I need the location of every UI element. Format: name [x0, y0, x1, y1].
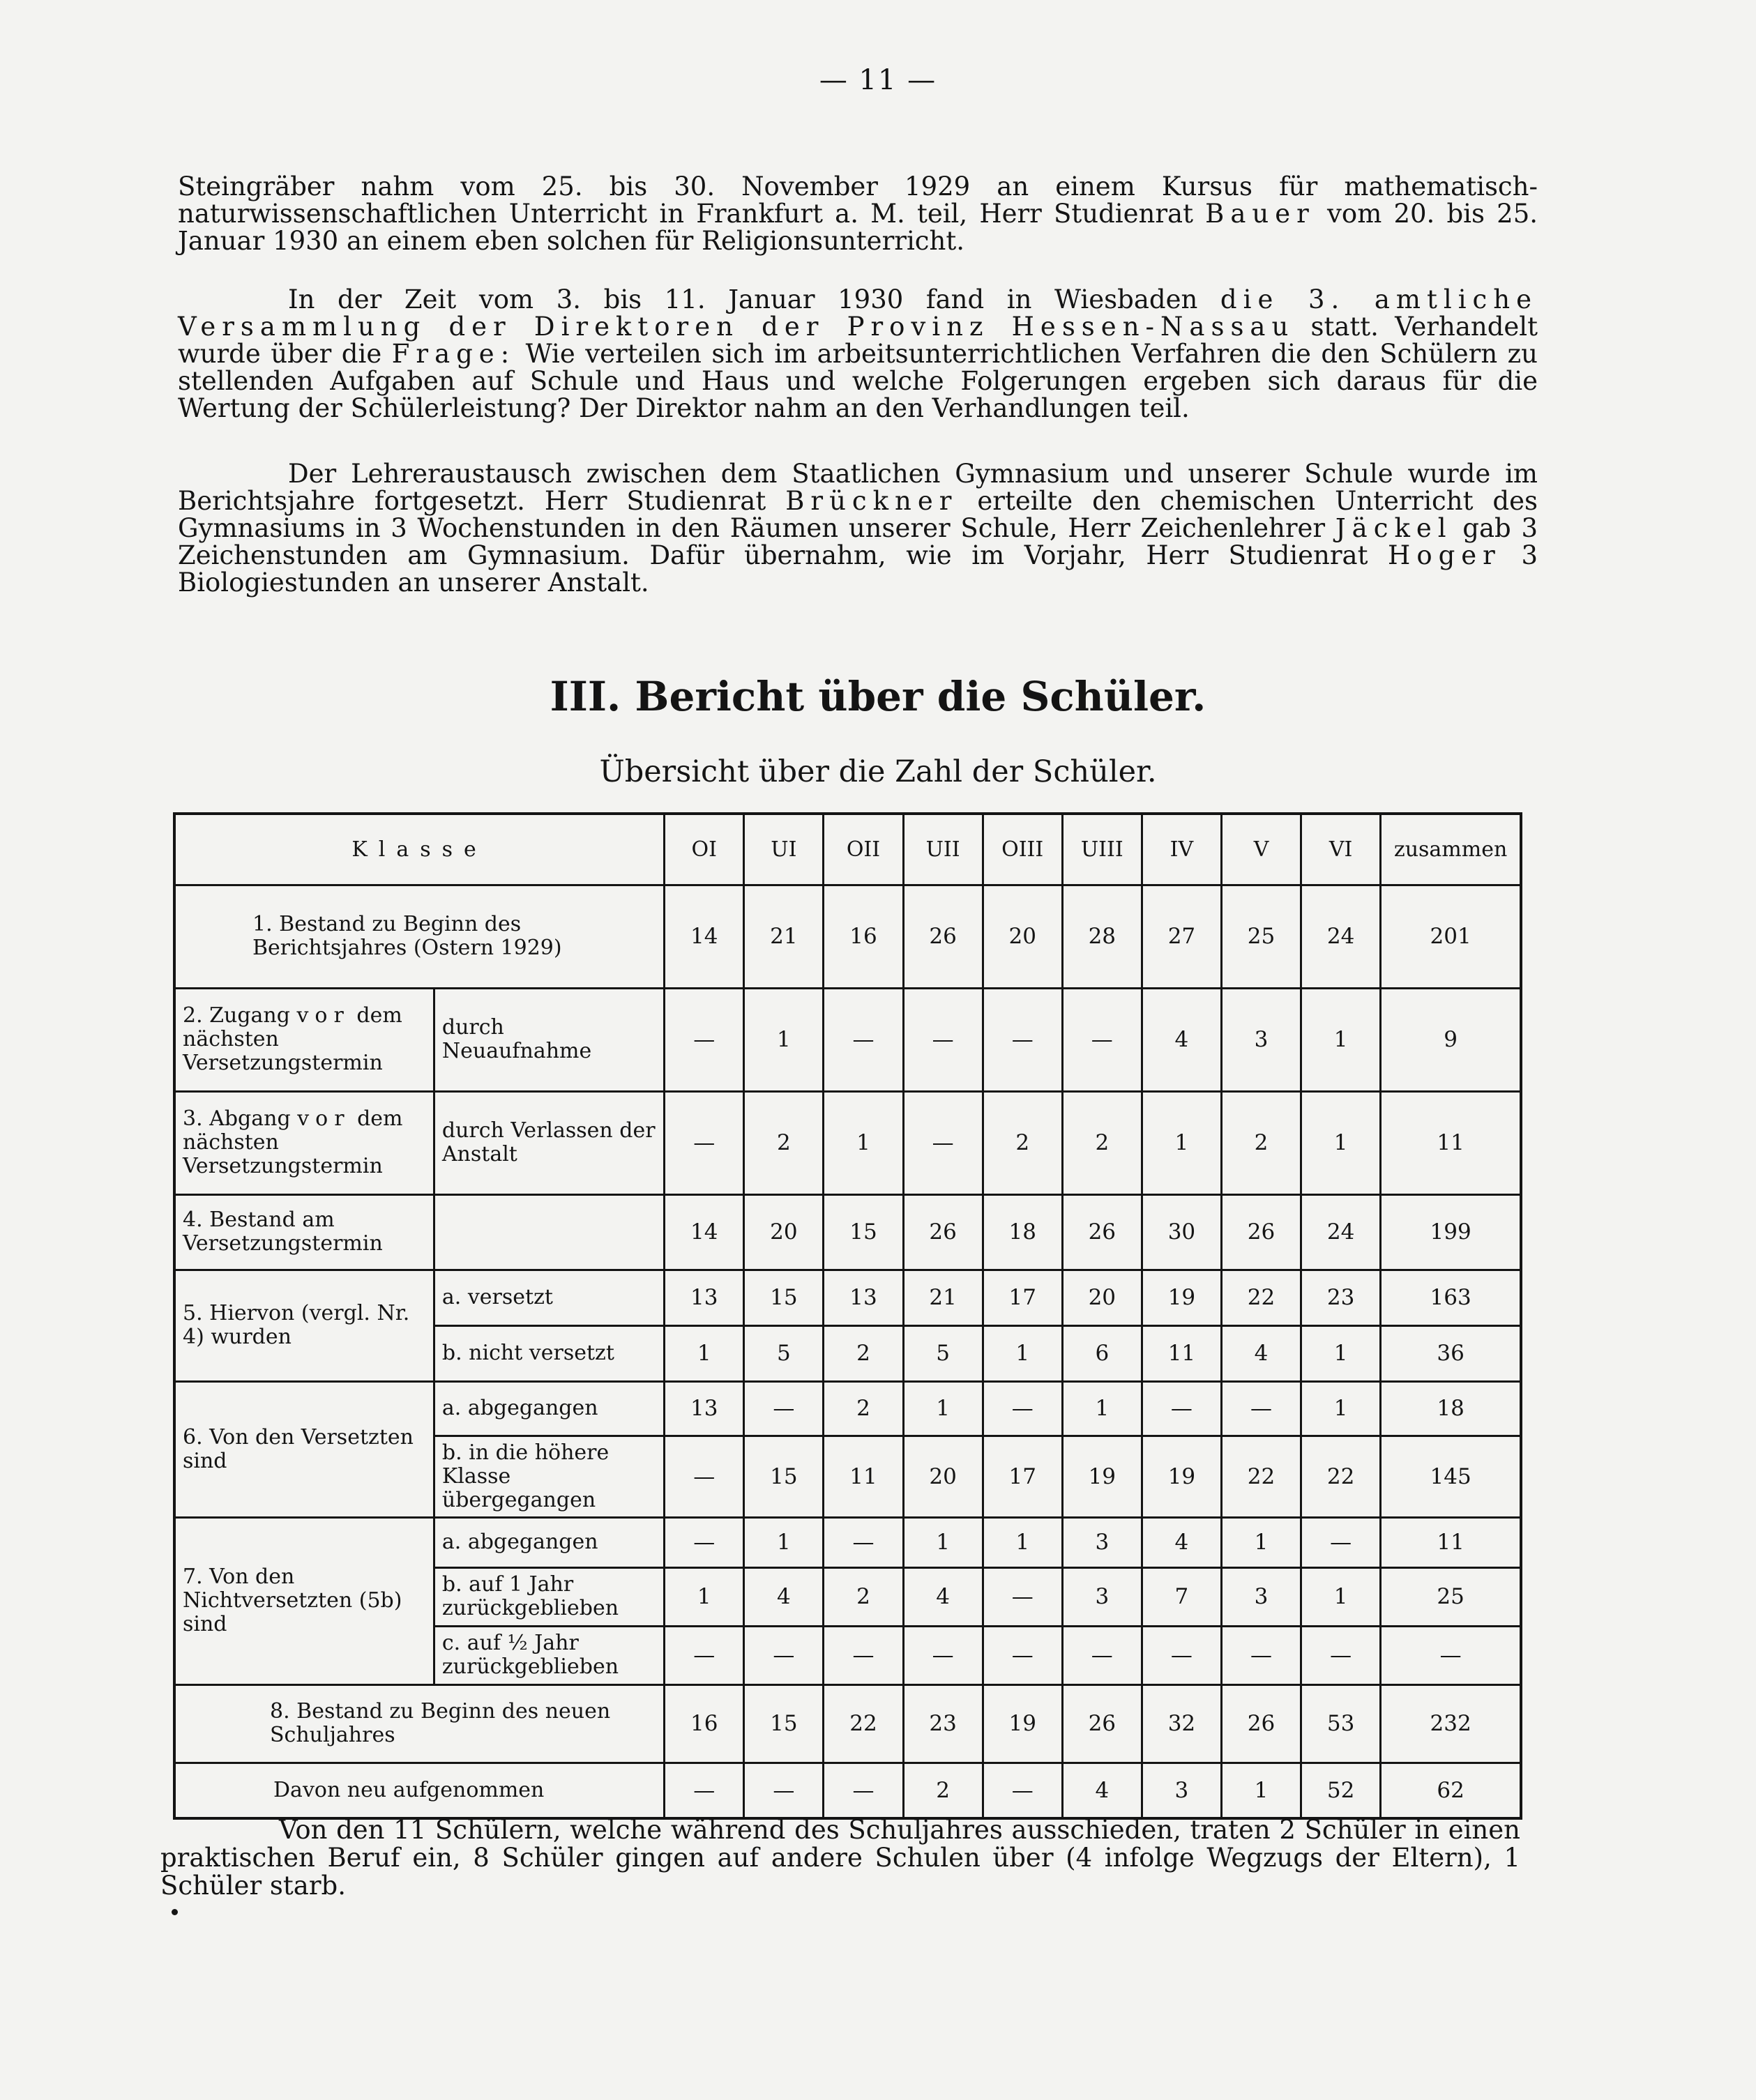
- row-label-b: dem nächsten Versetzungstermin: [183, 1003, 402, 1075]
- cell: 3: [1142, 1763, 1221, 1818]
- cell: 17: [983, 1436, 1062, 1517]
- cell-total: 11: [1381, 1517, 1521, 1567]
- cell: 26: [1062, 1684, 1142, 1763]
- row-label: Davon neu aufgenommen: [174, 1763, 665, 1818]
- name-bauer: Bauer: [1205, 199, 1315, 229]
- cell: —: [983, 988, 1062, 1091]
- cell-total: 25: [1381, 1567, 1521, 1626]
- table-title: Übersicht über die Zahl der Schüler.: [599, 754, 1157, 789]
- cell: 27: [1142, 885, 1221, 988]
- cell: 4: [1142, 988, 1221, 1091]
- cell: —: [824, 1517, 903, 1567]
- cell: 5: [903, 1325, 983, 1381]
- name-brueckner: Brückner: [785, 486, 958, 516]
- cell: 1: [744, 1517, 824, 1567]
- cell-total: 62: [1381, 1763, 1521, 1818]
- cell: 13: [665, 1270, 744, 1325]
- cell: 19: [1142, 1270, 1221, 1325]
- table-header-row: [174, 814, 1521, 885]
- cell: 19: [983, 1684, 1062, 1763]
- table-row: [174, 885, 1521, 988]
- cell: —: [983, 1626, 1062, 1684]
- cell: 26: [1062, 1194, 1142, 1270]
- paragraph-3-text-a: Der Lehreraustausch zwischen dem Staatlichen Gymnasium und unserer Schule wurde im Berichtsjahre fortgesetzt. Herr Studienrat: [178, 459, 1538, 516]
- cell: 1: [1142, 1091, 1221, 1194]
- cell: —: [665, 1517, 744, 1567]
- row-label: [174, 1091, 434, 1194]
- cell: —: [665, 1436, 744, 1517]
- cell: 22: [824, 1684, 903, 1763]
- row-label: 7. Von den Nichtversetzten (5b) sind: [174, 1517, 434, 1684]
- row-sublabel: a. abgegangen: [434, 1517, 664, 1567]
- cell: 1: [1301, 988, 1381, 1091]
- paragraph-3-text-b: erteilte den chemischen Unterricht des Gymnasiums in 3 Wochenstunden in den Räumen unserer Schule, Herr Zeichenlehrer: [178, 486, 1538, 543]
- cell: —: [903, 1626, 983, 1684]
- cell: 14: [665, 1194, 744, 1270]
- header-col: V: [1221, 814, 1301, 885]
- cell: 1: [665, 1325, 744, 1381]
- cell: 14: [665, 885, 744, 988]
- paragraph-2-text-c: Wie verteilen sich im arbeitsunterrichtlichen Verfahren die den Schülern zu stellenden Aufgaben auf Schule und Haus und welche Folgerungen ergeben sich daraus für die Wertung der Schülerleistung? Der Direktor nahm an den Verhandlungen teil.: [178, 339, 1538, 423]
- cell: —: [665, 1626, 744, 1684]
- paragraph-1: [178, 173, 1538, 254]
- cell: 15: [744, 1684, 824, 1763]
- header-col: IV: [1142, 814, 1221, 885]
- paragraph-2-text-b: statt. Verhandelt wurde über die: [178, 312, 1538, 369]
- row-label: 5. Hiervon (vergl. Nr. 4) wurden: [174, 1270, 434, 1381]
- cell: 22: [1301, 1436, 1381, 1517]
- row-label: 6. Von den Versetzten sind: [174, 1381, 434, 1517]
- paragraph-3-text-c: gab 3 Zeichenstunden am Gymnasium. Dafür übernahm, wie im Vorjahr, Herr Studienrat: [178, 513, 1538, 570]
- row-label: [174, 988, 434, 1091]
- cell: 13: [824, 1270, 903, 1325]
- cell: —: [1062, 988, 1142, 1091]
- cell: —: [824, 1763, 903, 1818]
- cell: —: [903, 988, 983, 1091]
- cell: 11: [1142, 1325, 1221, 1381]
- header-col: OII: [824, 814, 903, 885]
- student-statistics-table: [173, 812, 1522, 1820]
- cell: —: [665, 1763, 744, 1818]
- row-sublabel: a. abgegangen: [434, 1381, 664, 1436]
- cell: 2: [824, 1381, 903, 1436]
- cell: 1: [744, 988, 824, 1091]
- cell: 1: [983, 1325, 1062, 1381]
- cell: 1: [1301, 1325, 1381, 1381]
- header-col: UII: [903, 814, 983, 885]
- cell: 21: [744, 885, 824, 988]
- header-col: UIII: [1062, 814, 1142, 885]
- row-label-em: vor: [297, 1106, 351, 1131]
- cell: 23: [1301, 1270, 1381, 1325]
- cell: 30: [1142, 1194, 1221, 1270]
- cell: 22: [1221, 1436, 1301, 1517]
- section-heading: III. Bericht über die Schüler.: [550, 673, 1206, 720]
- paragraph-1-text-a: Steingräber nahm vom 25. bis 30. November 1929 an einem Kursus für mathematisch-naturwissenschaftlichen Unterricht in Frankfurt a. M. teil, Herr Studienrat: [178, 172, 1538, 229]
- table-row: [174, 1763, 1521, 1818]
- cell-total: 36: [1381, 1325, 1521, 1381]
- row-label: 4. Bestand am Versetzungstermin: [174, 1194, 434, 1270]
- table-row: [174, 988, 1521, 1091]
- row-sublabel: durch Verlassen der Anstalt: [434, 1091, 664, 1194]
- cell: 20: [983, 885, 1062, 988]
- cell: 4: [744, 1567, 824, 1626]
- cell: 16: [824, 885, 903, 988]
- cell: —: [744, 1763, 824, 1818]
- cell-total: 232: [1381, 1684, 1521, 1763]
- cell: —: [824, 988, 903, 1091]
- footer-text: Von den 11 Schülern, welche während des Schuljahres ausschieden, traten 2 Schüler in einen praktischen Beruf ein, 8 Schüler gingen auf andere Schulen über (4 infolge Wegzugs der Eltern), 1 Schüler starb.: [160, 1815, 1520, 1901]
- table-row: [174, 1270, 1521, 1325]
- row-label-a: 2. Zugang: [183, 1003, 297, 1028]
- cell: 11: [824, 1436, 903, 1517]
- cell: 2: [744, 1091, 824, 1194]
- cell: —: [824, 1626, 903, 1684]
- cell: 16: [665, 1684, 744, 1763]
- table-row: [174, 1684, 1521, 1763]
- cell: 7: [1142, 1567, 1221, 1626]
- cell: —: [1301, 1517, 1381, 1567]
- cell: 1: [1301, 1567, 1381, 1626]
- cell: —: [1221, 1626, 1301, 1684]
- cell: 1: [903, 1381, 983, 1436]
- cell: —: [983, 1381, 1062, 1436]
- cell: —: [1301, 1626, 1381, 1684]
- cell: 1: [1301, 1381, 1381, 1436]
- row-label-em: vor: [296, 1003, 350, 1028]
- row-sublabel: c. auf ½ Jahr zurückgeblieben: [434, 1626, 664, 1684]
- cell-total: 145: [1381, 1436, 1521, 1517]
- cell-total: 163: [1381, 1270, 1521, 1325]
- cell: —: [1062, 1626, 1142, 1684]
- cell: 26: [903, 1194, 983, 1270]
- cell: 19: [1062, 1436, 1142, 1517]
- cell: 28: [1062, 885, 1142, 988]
- cell: 26: [1221, 1194, 1301, 1270]
- row-sublabel: b. auf 1 Jahr zurückgeblieben: [434, 1567, 664, 1626]
- cell: 26: [1221, 1684, 1301, 1763]
- cell: 1: [1062, 1381, 1142, 1436]
- row-sublabel-empty: [434, 1194, 664, 1270]
- cell: 17: [983, 1270, 1062, 1325]
- ink-dot: [172, 1909, 178, 1915]
- cell: 1: [1221, 1763, 1301, 1818]
- cell: 19: [1142, 1436, 1221, 1517]
- name-hoger: Hoger: [1388, 540, 1501, 570]
- row-label: 8. Bestand zu Beginn des neuen Schuljahres: [174, 1684, 665, 1763]
- cell: —: [744, 1381, 824, 1436]
- cell-total: —: [1381, 1626, 1521, 1684]
- header-col: OI: [665, 814, 744, 885]
- cell: 3: [1062, 1567, 1142, 1626]
- table-row: [174, 1194, 1521, 1270]
- row-sublabel: b. in die höhere Klasse übergegangen: [434, 1436, 664, 1517]
- cell: 26: [903, 885, 983, 988]
- cell: —: [983, 1567, 1062, 1626]
- cell: 2: [983, 1091, 1062, 1194]
- cell: 24: [1301, 885, 1381, 988]
- cell: 1: [983, 1517, 1062, 1567]
- cell: 2: [1221, 1091, 1301, 1194]
- footer-paragraph: [160, 1816, 1520, 1900]
- cell: 20: [1062, 1270, 1142, 1325]
- cell: 18: [983, 1194, 1062, 1270]
- paragraph-3: [178, 460, 1538, 596]
- cell-total: 11: [1381, 1091, 1521, 1194]
- cell-total: 18: [1381, 1381, 1521, 1436]
- row-sublabel: a. versetzt: [434, 1270, 664, 1325]
- cell: 21: [903, 1270, 983, 1325]
- page-number: — 11 —: [819, 64, 937, 96]
- header-col: VI: [1301, 814, 1381, 885]
- cell: —: [1142, 1381, 1221, 1436]
- cell-total: 201: [1381, 885, 1521, 988]
- cell: 4: [1142, 1517, 1221, 1567]
- cell: 3: [1221, 1567, 1301, 1626]
- header-col-total: zusammen: [1381, 814, 1521, 885]
- cell: 15: [744, 1436, 824, 1517]
- row-sublabel: b. nicht versetzt: [434, 1325, 664, 1381]
- cell: 2: [824, 1567, 903, 1626]
- header-klasse: Klasse: [174, 814, 665, 885]
- row-sublabel: durch Neuaufnahme: [434, 988, 664, 1091]
- cell: 1: [903, 1517, 983, 1567]
- table-row: [174, 1091, 1521, 1194]
- cell: —: [1142, 1626, 1221, 1684]
- cell: 4: [1221, 1325, 1301, 1381]
- paragraph-2: [178, 286, 1538, 422]
- cell: 1: [1221, 1517, 1301, 1567]
- cell: 32: [1142, 1684, 1221, 1763]
- cell: 4: [1062, 1763, 1142, 1818]
- cell: —: [983, 1763, 1062, 1818]
- cell: —: [665, 988, 744, 1091]
- table-row: [174, 1381, 1521, 1436]
- cell: 2: [824, 1325, 903, 1381]
- cell-total: 199: [1381, 1194, 1521, 1270]
- cell: 53: [1301, 1684, 1381, 1763]
- paragraph-2-frage: Frage:: [391, 339, 516, 369]
- cell: —: [744, 1626, 824, 1684]
- table-row: [174, 1517, 1521, 1567]
- cell: 15: [744, 1270, 824, 1325]
- header-col: OIII: [983, 814, 1062, 885]
- cell: 3: [1062, 1517, 1142, 1567]
- cell: 4: [903, 1567, 983, 1626]
- cell: 20: [744, 1194, 824, 1270]
- cell: 24: [1301, 1194, 1381, 1270]
- cell: 2: [903, 1763, 983, 1818]
- name-jaeckel: Jäckel: [1335, 513, 1453, 543]
- paragraph-3-text-d: 3 Biologiestunden an unserer Anstalt.: [178, 540, 1538, 598]
- cell: —: [1221, 1381, 1301, 1436]
- cell: 2: [1062, 1091, 1142, 1194]
- cell: —: [903, 1091, 983, 1194]
- paragraph-2-text-a: In der Zeit vom 3. bis 11. Januar 1930 fand in Wiesbaden: [288, 284, 1220, 314]
- cell: 13: [665, 1381, 744, 1436]
- cell: 25: [1221, 885, 1301, 988]
- cell: 15: [824, 1194, 903, 1270]
- row-label-b: dem nächsten Versetzungstermin: [183, 1106, 403, 1178]
- cell: 3: [1221, 988, 1301, 1091]
- row-label: 1. Bestand zu Beginn des Berichtsjahres (Ostern 1929): [174, 885, 665, 988]
- cell: 1: [1301, 1091, 1381, 1194]
- cell: 23: [903, 1684, 983, 1763]
- cell: 1: [665, 1567, 744, 1626]
- cell-total: 9: [1381, 988, 1521, 1091]
- paragraph-2-emphasis: die 3. amtliche Versammlung der Direktoren der Provinz Hessen-Nassau: [178, 284, 1538, 342]
- header-col: UI: [744, 814, 824, 885]
- cell: 6: [1062, 1325, 1142, 1381]
- cell: 20: [903, 1436, 983, 1517]
- cell: 52: [1301, 1763, 1381, 1818]
- cell: 22: [1221, 1270, 1301, 1325]
- cell: 5: [744, 1325, 824, 1381]
- row-label-a: 3. Abgang: [183, 1106, 298, 1131]
- cell: 1: [824, 1091, 903, 1194]
- paragraph-1-text-b: vom 20. bis 25. Januar 1930 an einem eben solchen für Religionsunterricht.: [178, 199, 1538, 256]
- cell: —: [665, 1091, 744, 1194]
